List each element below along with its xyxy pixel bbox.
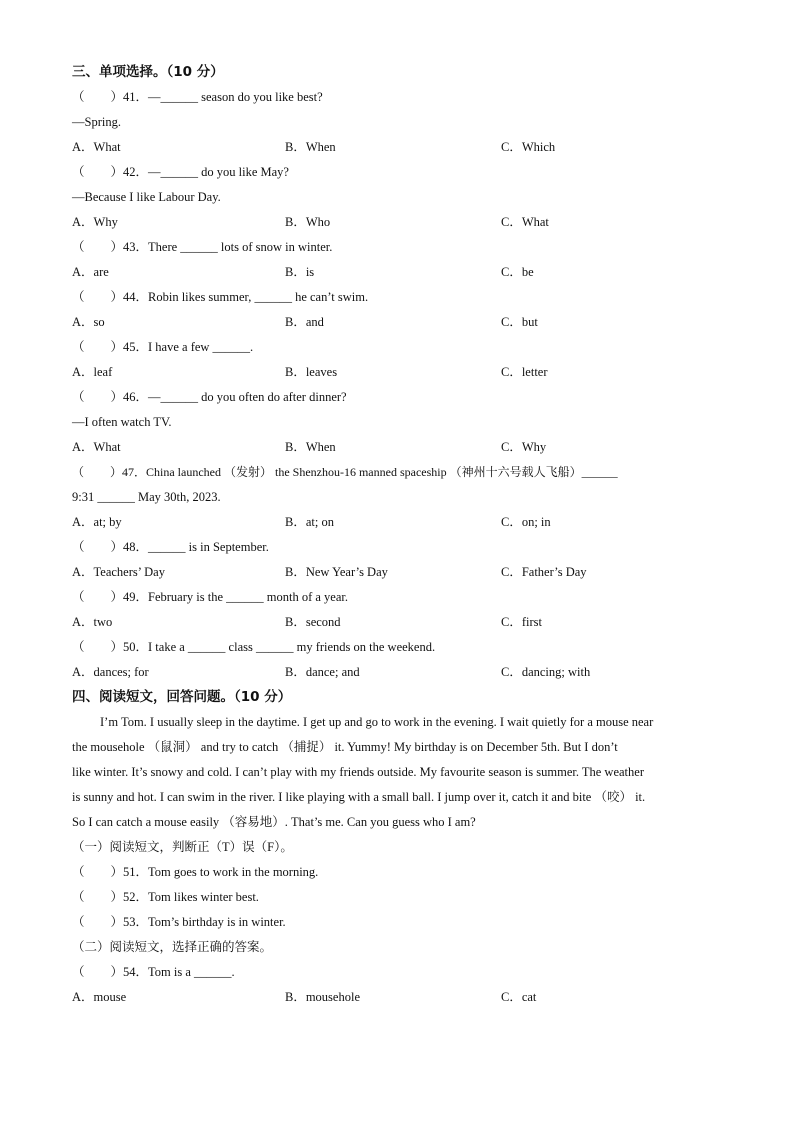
- question-text: ）48．______ is in September.: [110, 540, 269, 554]
- option-c: C．Father’s Day: [501, 565, 587, 579]
- option-c: C．first: [501, 615, 542, 629]
- option-a: A．leaf: [72, 365, 113, 379]
- question-46: [72, 385, 722, 410]
- question-text: ）42．—______ do you like May?: [110, 165, 289, 179]
- answer-paren: （: [72, 340, 85, 354]
- option-c: C．Which: [501, 140, 556, 154]
- question-text: ）45．I have a few ______.: [110, 340, 254, 354]
- option-a: A．Teachers’ Day: [72, 565, 165, 579]
- question-text: ）46．—______ do you often do after dinner?: [110, 390, 347, 404]
- question-47-options: [72, 510, 722, 535]
- question-53: [72, 910, 722, 935]
- question-49-options: [72, 610, 722, 635]
- question-41: [72, 85, 722, 110]
- question-text: ）51．Tom goes to work in the morning.: [110, 865, 319, 879]
- answer-paren: （: [72, 640, 85, 654]
- option-a: A．dances; for: [72, 665, 149, 679]
- question-42: [72, 160, 722, 185]
- option-a: A．are: [72, 265, 109, 279]
- question-54: [72, 960, 722, 985]
- option-a: A．Why: [72, 215, 118, 229]
- passage-line-2: the mousehole （鼠洞） and try to catch （捕捉） it. Yummy! My birthday is on December 5th. But I don’t: [72, 740, 618, 754]
- question-48-options: [72, 560, 722, 585]
- answer-paren: （: [72, 915, 85, 929]
- answer-paren: （: [72, 540, 85, 554]
- question-43-options: [72, 260, 722, 285]
- answer-paren: （: [72, 865, 85, 879]
- question-49: [72, 585, 722, 610]
- question-44: [72, 285, 722, 310]
- question-41-options: [72, 135, 722, 160]
- question-43: [72, 235, 722, 260]
- passage-line-1: [72, 710, 722, 735]
- question-42-dialogue: —Because I like Labour Day.: [72, 190, 221, 204]
- option-c: C．on; in: [501, 515, 551, 529]
- question-44-options: [72, 310, 722, 335]
- question-46-dialogue: —I often watch TV.: [72, 415, 172, 429]
- option-c: C．dancing; with: [501, 665, 591, 679]
- answer-paren: （: [72, 890, 85, 904]
- option-a: A．mouse: [72, 990, 127, 1004]
- answer-paren: （: [72, 165, 85, 179]
- option-b: B．Who: [285, 215, 331, 229]
- worksheet-page: [72, 60, 722, 1010]
- question-text: ）47．China launched （发射） the Shenzhou-16 manned spaceship （神州十六号载人飞船）______: [110, 465, 618, 479]
- option-b: B．at; on: [285, 515, 334, 529]
- option-b: B．When: [285, 140, 336, 154]
- option-b: B．and: [285, 315, 324, 329]
- option-c: C．cat: [501, 990, 537, 1004]
- option-c: C．Why: [501, 440, 547, 454]
- option-c: C．be: [501, 265, 534, 279]
- passage-text: I’m Tom. I usually sleep in the daytime. I get up and go to work in the evening. I wait quietly for a mouse near: [100, 715, 654, 729]
- question-50-options: [72, 660, 722, 685]
- question-50: [72, 635, 722, 660]
- option-a: A．at; by: [72, 515, 122, 529]
- question-54-options: [72, 985, 722, 1010]
- question-text: ）50．I take a ______ class ______ my friends on the weekend.: [110, 640, 436, 654]
- answer-paren: （: [72, 465, 85, 479]
- part-2-title: （二）阅读短文，选择正确的答案。: [72, 940, 273, 954]
- question-42-options: [72, 210, 722, 235]
- option-a: A．so: [72, 315, 105, 329]
- option-a: A．two: [72, 615, 113, 629]
- option-b: B．second: [285, 615, 341, 629]
- option-a: A．What: [72, 140, 121, 154]
- answer-paren: （: [72, 390, 85, 404]
- answer-paren: （: [72, 290, 85, 304]
- question-text: ）49．February is the ______ month of a year.: [110, 590, 348, 604]
- option-c: C．but: [501, 315, 538, 329]
- option-b: B．New Year’s Day: [285, 565, 388, 579]
- passage-line-5: So I can catch a mouse easily （容易地）. That’s me. Can you guess who I am?: [72, 815, 476, 829]
- option-c: C．letter: [501, 365, 548, 379]
- option-b: B．leaves: [285, 365, 338, 379]
- passage-line-3: like winter. It’s snowy and cold. I can’t play with my friends outside. My favourite season is summer. The weather: [72, 765, 644, 779]
- question-text: ）54．Tom is a ______.: [110, 965, 235, 979]
- question-52: [72, 885, 722, 910]
- section-4-title: 四、阅读短文，回答问题。（10 分）: [72, 689, 292, 705]
- question-47-continuation: 9:31 ______ May 30th, 2023.: [72, 490, 221, 504]
- question-text: ）44．Robin likes summer, ______ he can’t swim.: [110, 290, 369, 304]
- option-b: B．dance; and: [285, 665, 360, 679]
- option-c: C．What: [501, 215, 549, 229]
- question-47: [72, 460, 722, 485]
- question-text: ）41．—______ season do you like best?: [110, 90, 323, 104]
- answer-paren: （: [72, 965, 85, 979]
- question-48: [72, 535, 722, 560]
- passage-line-4: is sunny and hot. I can swim in the river. I like playing with a small ball. I jump over it, catch it and bite （咬） it.: [72, 790, 646, 804]
- option-b: B．mousehole: [285, 990, 360, 1004]
- section-3-title: 三、单项选择。（10 分）: [72, 64, 224, 80]
- question-45-options: [72, 360, 722, 385]
- question-text: ）53．Tom’s birthday is in winter.: [110, 915, 286, 929]
- question-46-options: [72, 435, 722, 460]
- part-1-title: （一）阅读短文，判断正（T）误（F）。: [72, 840, 293, 854]
- question-45: [72, 335, 722, 360]
- answer-paren: （: [72, 590, 85, 604]
- question-text: ）52．Tom likes winter best.: [110, 890, 259, 904]
- option-b: B．When: [285, 440, 336, 454]
- question-text: ）43．There ______ lots of snow in winter.: [110, 240, 333, 254]
- option-a: A．What: [72, 440, 121, 454]
- option-b: B．is: [285, 265, 315, 279]
- question-51: [72, 860, 722, 885]
- answer-paren: （: [72, 240, 85, 254]
- question-41-dialogue: —Spring.: [72, 115, 121, 129]
- answer-paren: （: [72, 90, 85, 104]
